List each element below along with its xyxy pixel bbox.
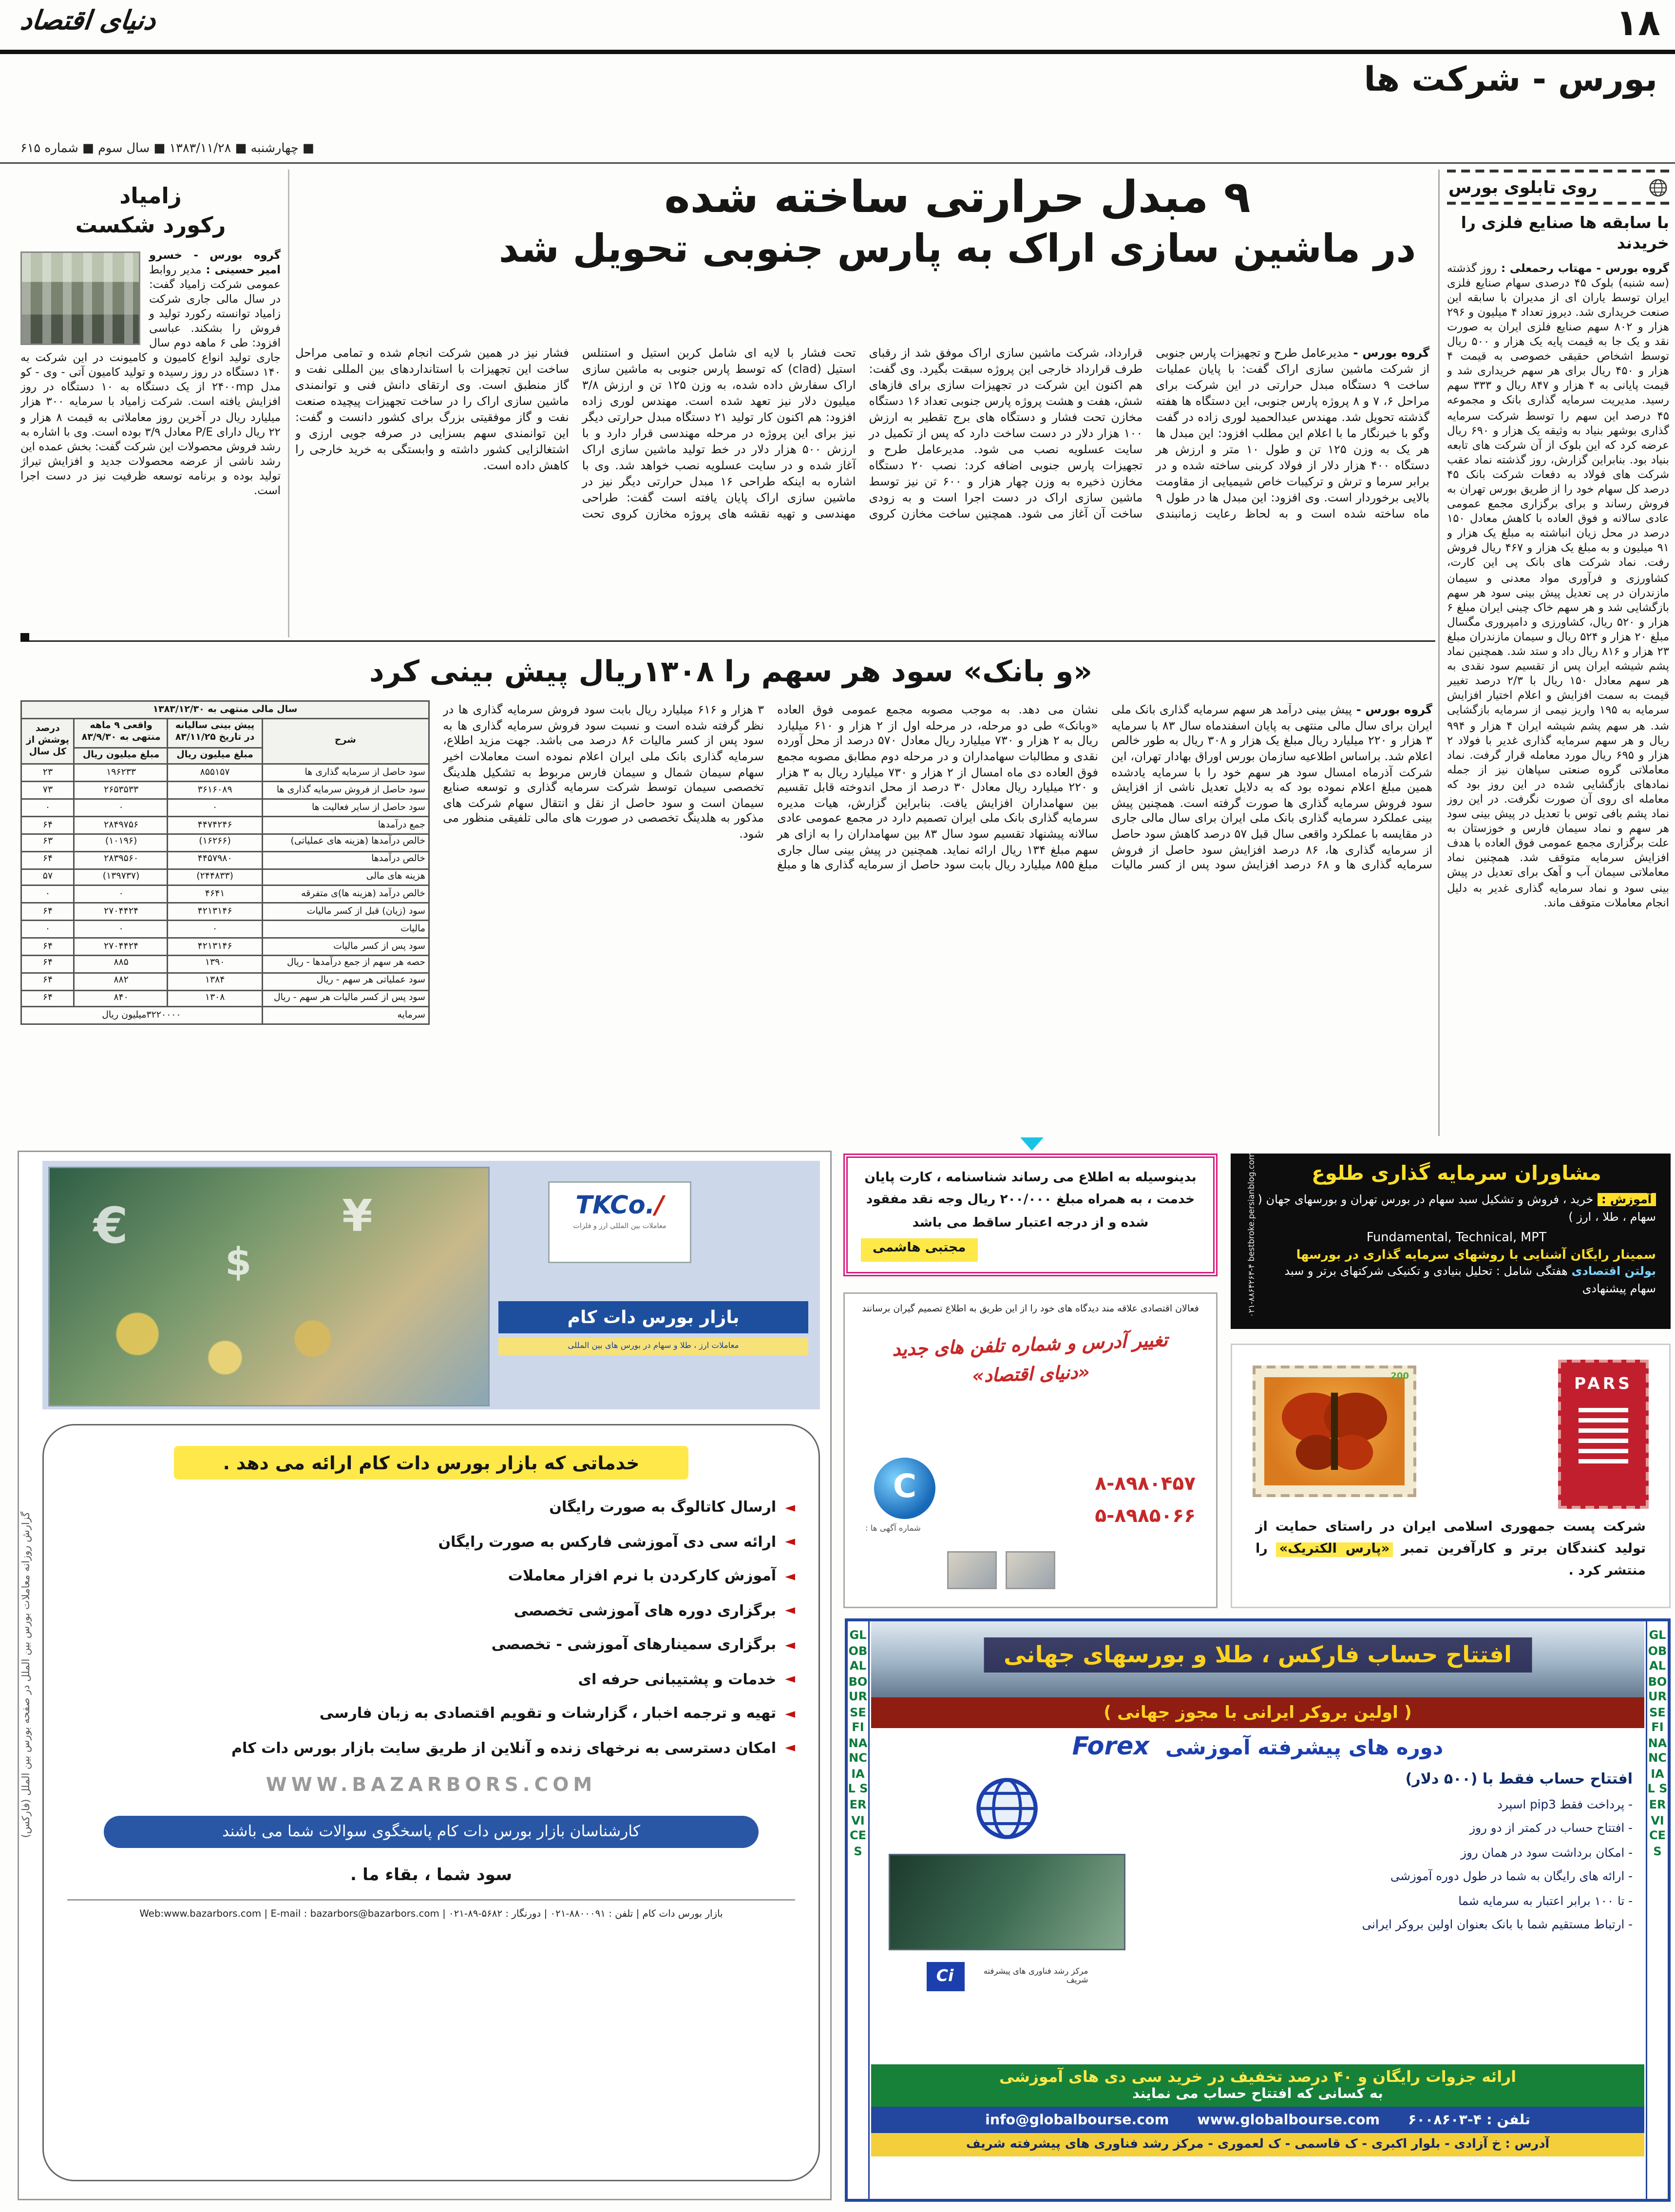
handwritten-text: تغییر آدرس و شماره تلفن های جدید «دنیای اقتصاد» bbox=[892, 1329, 1168, 1387]
bourse-board-column bbox=[1447, 170, 1669, 1136]
section-title: بورس - شرکت ها bbox=[1364, 61, 1657, 99]
global-items bbox=[1143, 1772, 1633, 2061]
list-item: - تا ۱۰۰ برابر اعتبار به سرمایه شما bbox=[1458, 1892, 1633, 1907]
list-item: - امکان برداشت سود در همان روز bbox=[1461, 1845, 1633, 1860]
cyan-triangle-icon bbox=[1020, 1137, 1044, 1151]
list-item: - افتتاح حساب در کمتر از دو روز bbox=[1469, 1821, 1633, 1836]
cell-pct: ۶۴ bbox=[21, 938, 75, 956]
forex-word: Forex bbox=[1072, 1732, 1150, 1762]
column-rule bbox=[1438, 170, 1440, 1136]
list-item: ◄ امکان دسترسی به نرخهای زنده و آنلاین از طریق سایت بازار بورس دات کام bbox=[231, 1740, 795, 1757]
unit-label: مبلغ میلیون ریال bbox=[74, 747, 168, 765]
arrow-bullet-icon: ◄ bbox=[785, 1673, 795, 1687]
global-bourse-ad bbox=[845, 1618, 1671, 2202]
small-photo bbox=[1006, 1551, 1055, 1589]
cell-forecast: ۰ bbox=[168, 799, 262, 817]
column-rule bbox=[288, 170, 289, 637]
arrow-bullet-icon: ◄ bbox=[785, 1535, 795, 1550]
cell-desc: سود پس از کسر مالیات bbox=[262, 938, 429, 956]
financial-table bbox=[20, 700, 430, 1025]
experts-bar: کارشناسان بازار بورس دات کام پاسخگوی سوالات شما می باشند bbox=[104, 1816, 759, 1848]
address-band: آدرس : خ آزادی - بلوار اکبری - ک قاسمی - ک لعموری - مرکز رشد فناوری های پیشرفته شریف bbox=[871, 2133, 1644, 2156]
cell-desc: مالیات bbox=[262, 921, 429, 938]
list-item: ◄ ارائه سی دی آموزشی فارکس به صورت رایگان bbox=[438, 1534, 795, 1551]
cell-desc: حصه هر سهم از جمع درآمدها - ریال bbox=[262, 955, 429, 973]
table-row bbox=[21, 886, 429, 904]
byline: گروه بورس - مهتاب رحمعلی : bbox=[1497, 261, 1669, 274]
notice-signature: مجتبی هاشمی bbox=[861, 1239, 977, 1261]
agency-caption: شماره آگهی ها : bbox=[865, 1525, 921, 1534]
tolou-title: مشاوران سرمایه گذاری طلوع bbox=[1312, 1162, 1601, 1186]
arrow-bullet-icon: ◄ bbox=[785, 1741, 795, 1756]
cell-desc: خالص درآمدها bbox=[262, 851, 429, 869]
tolou-phone-vertical: ۰۲۱-۸۸۶۴۲۶۳-۴ bestbroke.persianblog.com bbox=[1248, 1152, 1257, 1317]
ci-caption: مرکز رشد فناوری های پیشرفته شریف bbox=[983, 1968, 1088, 1985]
list-item: ◄ خدمات و پشتیبانی حرفه ای bbox=[578, 1672, 795, 1688]
list-item: ◄ ارسال کاتالوگ به صورت رایگان bbox=[549, 1500, 795, 1516]
cell-pct: ۷۳ bbox=[21, 782, 75, 799]
cell-forecast: ۸۵۵۱۵۷ bbox=[168, 765, 262, 782]
cell-desc: خالص درآمدها (هزینه های عملیاتی) bbox=[262, 834, 429, 851]
cell-actual: ۲۷۰۴۴۲۴ bbox=[74, 903, 168, 921]
list-item: ◄ تهیه و ترجمه اخبار ، گزارشات و تقویم اقتصادی به زبان فارسی bbox=[319, 1706, 795, 1722]
butterfly-image bbox=[1264, 1377, 1405, 1485]
pars-stamp bbox=[1558, 1360, 1649, 1509]
cell-desc: سود عملیاتی هر سهم - ریال bbox=[262, 973, 429, 990]
contact-band bbox=[871, 2107, 1644, 2133]
small-photo bbox=[947, 1551, 997, 1589]
cell-pct: ۶۳ bbox=[21, 834, 75, 851]
cell-pct: ۶۴ bbox=[21, 817, 75, 834]
cell-pct: ۰ bbox=[21, 886, 75, 904]
arrow-bullet-icon: ◄ bbox=[785, 1707, 795, 1722]
cell-forecast: ۴۴۵۷۹۸۰ bbox=[168, 851, 262, 869]
cell-desc: سود حاصل از سرمایه گذاری ها bbox=[262, 765, 429, 782]
col-header-actual: واقعی ۹ ماهه منتهی به ۸۳/۹/۳۰ bbox=[74, 718, 168, 747]
table-row bbox=[21, 851, 429, 869]
cell-desc: سود حاصل از فروش سرمایه گذاری ها bbox=[262, 782, 429, 799]
agency-logo: C bbox=[874, 1458, 935, 1519]
zamyad-headline bbox=[20, 181, 281, 241]
cell-actual: ۸۸۵ bbox=[74, 955, 168, 973]
cell-forecast: ۳۶۱۶۰۸۹ bbox=[168, 782, 262, 799]
money-photo: € $ ¥ bbox=[48, 1167, 490, 1406]
table-row bbox=[21, 955, 429, 973]
col-header-forecast: پیش بینی سالیانه در تاریخ ۸۳/۱۱/۲۵ bbox=[168, 718, 262, 747]
bourse-board-headline: با سابقه ها صنایع فلزی را خریدند bbox=[1461, 213, 1669, 253]
highlight-tag: آموزش : bbox=[1597, 1193, 1656, 1206]
bazarbors-url: WWW.BAZARBORS.COM bbox=[266, 1775, 597, 1797]
body-text: پیش بینی درآمد هر سهم سرمایه گذاری بانک ملی ایران برای سال مالی منتهی به پایان اسفندماه سال ۸۳ با سرمایه ۳ هزار و ۲۲۰ میلیارد ریال مبلغ یک هزار و ۳۰۸ ریال به طور خالص اعلام شد. براساس اطلاعیه سازمان بورس اوراق بهادار تهران، این شرکت آذرماه امسال سود هر سهم خود را با سرمایه یادشده همین مبلغ اعلام نموده بود که به دلایل تعدیل ناشی از افزایش سود فروش سرمایه گذاری ها صورت گرفته است. همچنین پیش بینی عملکرد سرمایه گذاری بانک ملی ایران برای سال مالی جاری در مقایسه با عملکرد واقعی سال قبل ۵۷ درصد کاهش سود حاصل از سرمایه گذاری ها، ۸۶ درصد افزایش سود حاصل از فروش سرمایه گذاری ها و ۶۸ درصد افزایش سود پس از کسر مالیات نشان می دهد. به موجب مصوبه مجمع عمومی فوق العاده «وبانک» طی دو مرحله، در مرحله اول از ۲ هزار و ۶۱۰ میلیارد ریال به ۲ هزار و ۷۳۰ میلیارد ریال معادل ۵۷۰ درصد از محل آورده نقدی و مطالبات سهامداران و در مرحله دوم مطابق مصوبه مجمع فوق العاده دی ماه امسال از ۲ هزار و ۷۳۰ میلیارد ریال به ۳ هزار و ۲۲۰ میلیارد ریال معادل ۳۰ درصد از محل اندوخته قابل تقسیم بین سهامداران افزایش یافت. بنابراین گزارش، هیات مدیره سرمایه گذاری بانک ملی ایران تصمیم دارد در مجمع عمومی عادی سالانه پیشنهاد تقسیم سود سال ۸۳ بین سهامداران را به ازای هر سهم مبلغ ۱۳۴ ریال ارائه نماید. همچنین در پیش بینی سال جاری مبلغ ۸۵۵ میلیارد ریال بابت سود حاصل از سرمایه گذاری ها و مبلغ ۳ هزار و ۶۱۶ میلیارد ریال بابت سود فروش سرمایه گذاری ها در نظر گرفته شده است و نسبت سود فروش سرمایه گذاری ها به سود پس از کسر مالیات ۸۶ درصد می باشد. جهت مزید اطلاع، سرمایه گذاری بانک ملی ایران اعلام نموده است معاملات اخیر سهام سیمان شمال و سیمان فارس مربوط به تشکیل هلدینگ تخصصی سیمان توسط شرکت سرمایه گذاری و توسعه صنایع سیمان است و سود حاصل از نقل و انتقال سهام شرکت های مذکور به هلدینگ تخصصی در صورت های مالی تلفیقی منظور می شود. bbox=[443, 703, 1432, 872]
bazarbors-slogan: سود شما ، بقاء ما . bbox=[350, 1864, 513, 1885]
services-title: خدماتی که بازار بورس دات کام ارائه می دهد . bbox=[174, 1446, 688, 1480]
address-change-ad bbox=[843, 1292, 1218, 1608]
cell-actual: ۱۹۶۲۳۳ bbox=[74, 765, 168, 782]
cell-actual: ۲۶۵۳۵۳۳ bbox=[74, 782, 168, 799]
cell-pct: ۶۴ bbox=[21, 973, 75, 990]
trucks-photo bbox=[20, 251, 140, 345]
list-item: - ارتباط مستقیم شما با بانک بعنوان اولین بروکر ایرانی bbox=[1362, 1917, 1633, 1932]
tk-logo-subtitle: معاملات بین المللی ارز و فلزات bbox=[573, 1224, 666, 1231]
cell-desc: هزینه های مالی bbox=[262, 868, 429, 886]
bulletin-tag: بولتن اقتصادی bbox=[1571, 1264, 1656, 1278]
bazarbors-vertical-caption: گزارش روزانه معاملات بورس بین الملل در صفحه بورس بین الملل (فارکس) bbox=[20, 1511, 32, 1838]
course-line: دوره های پیشرفته آموزشی Forex bbox=[871, 1728, 1644, 1766]
cell-forecast: (۲۴۴۸۳۳) bbox=[168, 868, 262, 886]
bazarbors-brand-strip: معاملات ارز ، طلا و سهام در بورس های بین المللی bbox=[498, 1338, 808, 1355]
section-separator bbox=[20, 640, 1435, 642]
website: www.globalbourse.com bbox=[1197, 2112, 1380, 2128]
train-photo bbox=[889, 1854, 1125, 1950]
body-text: مدیرعامل طرح و تجهیزات پارس جنوبی از شرکت ماشین سازی اراک گفت: با پایان عملیات ساخت ۹ دستگاه مبدل حرارتی در این شرکت برای مراحل ۶، ۷ و ۸ پروژه پارس جنوبی، این دستگاه ها هفته گذشته تحویل شد. مهندس عبدالحمید لوری زاده در گفت وگو با خبرنگار ما با اعلام این مطلب افزود: این مبدل ها هر یک به وزن ۱۲۵ تن و طول ۱۰ متر و ارزش هر دستگاه ۴۰۰ هزار دلار از فولاد کربنی ساخته شده و در برابر سرما و ترش و ترکیبات خاص شیمیایی از مقاومت بالایی برخوردار است. وی افزود: این مبدل ها در طول ۹ ماه ساخته شده است و به لحاظ رعایت زمانبندی قرارداد، شرکت ماشین سازی اراک موفق شد از رقبای طرف قرارداد خارجی این پروژه سبقت بگیرد. وی گفت: هم اکنون این شرکت در تجهیزات سازی برای فازهای شش، هفت و هشت پروژه پارس جنوبی تعداد ۱۶ دستگاه مخازن تحت فشار و دستگاه های برج تقطیر به ارزش ۱۰۰ هزار دلار در دست ساخت دارد که پس از تکمیل در سایت عسلویه نصب می شود. مدیرعامل طرح و تجهیزات پارس جنوبی اضافه کرد: نصب ۲۰ دستگاه مخازن ذخیره به وزن چهار هزار و ۶۰۰ تن نیز توسط ماشین سازی اراک در دست اجرا است و به زودی ساخت آن آغاز می شود. همچنین ساخت مخازن کروی تحت فشار با لایه ای شامل کربن استیل و استنلس استیل (clad) که توسط پارس جنوبی به ماشین سازی اراک سفارش داده شده، به وزن ۱۲۵ تن و ارزش ۳/۸ میلیون دلار نیز تعهد شده است. مهندس لوری زاده افزود: هم اکنون کار تولید ۲۱ دستگاه مبدل حرارتی دیگر نیز برای این پروژه در مرحله مهندسی قرار دارد و با ارزش ۵۰۰ هزار دلار در خط تولید ماشین سازی اراک آغاز شده و در سایت عسلویه نصب خواهد شد. وی با اشاره به اینکه طراحی ۱۶ مبدل حرارتی دیگر نیز در ماشین سازی اراک پایان یافته است گفت: طراحی مهندسی و تهیه نقشه های پروژه مخازن کروی تحت فشار نیز در همین شرکت انجام شده و تمامی مراحل ساخت این تجهیزات با استانداردهای بین المللی نفت و گاز منطبق است. وی ارتقای دانش فنی و توانمندی ماشین سازی اراک را در ساخت تجهیزات پیچیده صنعت نفت و گاز موفقیتی بزرگ برای کشور دانست و گفت: این توانمندی سهم بسزایی در صرفه جویی ارزی و اشتغالزایی کشور داشته و وابستگی به خرید خارجی را کاهش داده است. bbox=[295, 346, 1429, 521]
cell-actual: (۱۳۹۷۳۷) bbox=[74, 868, 168, 886]
cell-pct: ۶۴ bbox=[21, 990, 75, 1007]
cell-actual: ۸۸۲ bbox=[74, 973, 168, 990]
table-row bbox=[21, 990, 429, 1007]
list-item: - پرداخت فقط pip3 اسپرد bbox=[1497, 1797, 1633, 1811]
cell-desc: سود (زیان) قبل از کسر مالیات bbox=[262, 903, 429, 921]
highlighted-brand: «پارس الکتریک» bbox=[1276, 1542, 1393, 1557]
ci-logo: Ci bbox=[926, 1962, 964, 1991]
arrow-bullet-icon: ◄ bbox=[785, 1604, 795, 1618]
bazarbors-contact-line: بازار بورس دات کام | تلفن : ۸۸۰۰۰۹۱-۰۲۱ | دورنگار : ۵۶۸۲-۸۹-۰۲۱ | Web:www.bazarbors.com | E-mail : bazarbors@bazarbors.com bbox=[67, 1899, 795, 1920]
zamyad-headline-line1: زامیاد bbox=[119, 183, 182, 209]
page-number: ۱۸ bbox=[1616, 1, 1660, 44]
cell-desc: سود حاصل از سایر فعالیت ها bbox=[262, 799, 429, 817]
offer-band: ارائه جزوات رایگان و ۴۰ درصد تخفیف در خرید سی دی های آموزشی به کسانی که افتتاح حساب می نمایند bbox=[871, 2064, 1644, 2107]
list-item: ◄ برگزاری سمینارهای آموزشی - تخصصی bbox=[491, 1637, 795, 1654]
list-item: - ارائه های رایگان به شما در طول دوره آموزشی bbox=[1390, 1868, 1633, 1884]
cell-pct: ۶۴ bbox=[21, 955, 75, 973]
headline-line1: ۹ مبدل حرارتی ساخته شده bbox=[664, 173, 1251, 224]
separator-square bbox=[20, 633, 29, 642]
cell-forecast: ۴۴۷۴۲۴۶ bbox=[168, 817, 262, 834]
cell-actual: (۱۰۱۹۶) bbox=[74, 834, 168, 851]
cell-forecast: (۱۶۲۶۶) bbox=[168, 834, 262, 851]
zamyad-column bbox=[20, 181, 281, 635]
ad-top-text: فعالان اقتصادی علاقه مند دیدگاه های خود را از این طریق به اطلاع تصمیم گیران برسانند bbox=[862, 1304, 1199, 1314]
cell-pct: ۰ bbox=[21, 799, 75, 817]
table-row-capital bbox=[21, 1007, 429, 1025]
email: info@globalbourse.com bbox=[985, 2112, 1169, 2128]
cell-desc: خالص درآمد (هزینه ها)ی متفرقه bbox=[262, 886, 429, 904]
kicker-label: روی تابلوی بورس bbox=[1448, 177, 1598, 197]
tolou-english-line: Fundamental, Technical, MPT bbox=[1366, 1231, 1547, 1246]
main-article-body bbox=[295, 345, 1429, 635]
byline: گروه بورس - bbox=[1352, 703, 1432, 716]
dateline: ■ چهارشنبه ■ ۱۳۸۳/۱۱/۲۸ ■ سال سوم ■ شماره ۶۱۵ bbox=[20, 142, 314, 156]
account-line: افتتاح حساب فقط با (۵۰۰ دلار) bbox=[1405, 1772, 1633, 1788]
tolou-consultants-ad bbox=[1231, 1154, 1671, 1329]
cell-forecast: ۱۳۰۸ bbox=[168, 990, 262, 1007]
cell-pct: ۶۴ bbox=[21, 851, 75, 869]
city-photo-strip bbox=[871, 1621, 1644, 1697]
cell-actual: ۸۴۰ bbox=[74, 990, 168, 1007]
tolou-bulletin-line: بولتن اقتصادی هفتگی شامل : تحلیل بنیادی و تکنیکی شرکتهای برتر و سبد سهام پیشنهادی bbox=[1284, 1264, 1656, 1296]
capital-value: ۳۲۲۰۰۰۰میلیون ریال bbox=[21, 1007, 262, 1025]
stamp-pattern bbox=[1579, 1405, 1628, 1463]
cell-forecast: ۰ bbox=[168, 921, 262, 938]
main-headline bbox=[482, 173, 1432, 273]
table-row bbox=[21, 938, 429, 956]
arrow-bullet-icon: ◄ bbox=[785, 1569, 795, 1584]
tk-logo: TKCo./ bbox=[575, 1192, 664, 1221]
byline: گروه بورس - خسرو امیر حسینی : bbox=[149, 248, 281, 276]
bourse-board-body bbox=[1447, 261, 1669, 1092]
cell-desc: سود پس از کسر مالیات هر سهم - ریال bbox=[262, 990, 429, 1007]
vobank-article-body bbox=[443, 703, 1432, 1136]
cell-desc: جمع درآمدها bbox=[262, 817, 429, 834]
tolou-training-line: آموزش : خرید ، فروش و تشکیل سبد سهام در بورس تهران و بورسهای جهان ( سهام ، طلا ، ارز ) bbox=[1257, 1193, 1656, 1225]
table-row bbox=[21, 782, 429, 799]
post-stamps-ad bbox=[1231, 1344, 1671, 1608]
cell-pct: ۲۳ bbox=[21, 765, 75, 782]
phone-numbers: ۸-۸۹۸۰۴۵۷ ۵-۸۹۸۵۰۶۶ bbox=[1095, 1474, 1196, 1528]
phone: تلفن : ۴-۶۰۰۸۶۰۳ bbox=[1408, 2112, 1530, 2128]
col-header-desc: شرح bbox=[262, 718, 429, 765]
cell-actual: ۰ bbox=[74, 799, 168, 817]
bazarbors-ad bbox=[18, 1151, 832, 2200]
cell-forecast: ۴۲۱۳۱۴۶ bbox=[168, 938, 262, 956]
bazarbors-header-panel bbox=[42, 1161, 820, 1409]
zamyad-headline-line2: رکورد شکست bbox=[75, 212, 226, 239]
services-list bbox=[67, 1500, 795, 1757]
global-headline: افتتاح حساب فارکس ، طلا و بورسهای جهانی bbox=[983, 1637, 1532, 1673]
stamp-value: 200 bbox=[1390, 1371, 1409, 1382]
byline: گروه بورس - bbox=[1349, 346, 1429, 360]
cell-forecast: ۴۶۴۱ bbox=[168, 886, 262, 904]
header-rule-thin bbox=[0, 162, 1675, 164]
globe-logo-icon bbox=[973, 1775, 1041, 1842]
bourse-board-kicker bbox=[1447, 170, 1669, 205]
lost-document-notice bbox=[843, 1154, 1218, 1276]
table-row bbox=[21, 903, 429, 921]
table-row bbox=[21, 799, 429, 817]
pars-label: PARS bbox=[1574, 1374, 1633, 1393]
bazarbors-services-box bbox=[42, 1424, 820, 2181]
cell-pct: ۵۷ bbox=[21, 868, 75, 886]
table-row bbox=[21, 921, 429, 938]
cell-pct: ۰ bbox=[21, 921, 75, 938]
cell-actual: ۲۸۳۹۵۶۰ bbox=[74, 851, 168, 869]
table-row bbox=[21, 834, 429, 851]
cell-forecast: ۴۲۱۳۱۴۶ bbox=[168, 903, 262, 921]
vobank-headline: «و بانک» سود هر سهم را ۱۳۰۸ریال پیش بینی کرد bbox=[369, 654, 1093, 689]
list-item: ◄ برگزاری دوره های آموزشی تخصصی bbox=[514, 1603, 795, 1619]
list-item: ◄ آموزش کارکردن با نرم افزار معاملات bbox=[508, 1569, 795, 1585]
table-season-header: سال مالی منتهی به ۱۳۸۳/۱۲/۳۰ bbox=[21, 701, 429, 719]
tk-logo-box bbox=[548, 1181, 691, 1263]
body-text: روز گذشته (سه شنبه) بلوک ۴۵ درصدی سهام صنایع فلزی ایران توسط یاران ای از مدیران با سابقه این صنعت خریداری شد. دیروز تعداد ۴ میلیون و ۲۹۶ هزار و ۸۰۲ سهم صنایع فلزی ایران به صورت نقد و یک جا به قیمت پایه یک هزار و ۵۰۰ ریال توسط اشخاص حقیقی خصوصی به قیمت ۴ هزار و ۴۵۰ ریال برای هر سهم خریداری شد و قیمت پایانی به ۴ هزار و ۸۴۷ ریال و ۳۳۳ سهم رسید. مدیریت سرمایه گذاری بانک و مجموعه ۴۵ درصد این سهم را توسط شرکت سرمایه گذاری بوشهر بنیاد به وثیقه یک هزار و ۶۹۰ ریال عرضه کرد که این بلوک از آن شرکت های تابعه بنیاد بود. بنابراین گزارش، روز گذشته نماد عقب شرکت های فولاد به دفعات شرکت بانک ۴۵ درصد کل سهام خود را از طریق بورس تهران به فروش رساند و برای برگزاری مجمع عمومی عادی سالانه و فوق العاده با کاهش معادل ۱۵۰ درصد در محل زیان انباشته به مبلغ یک هزار و ۹۱ میلیون و به مبلغ یک هزار و ۴۶۷ ریال فروش رفت. نماد شرکت های بانک پی این کارت، کشاورزی و فرآوری مواد معدنی و سیمان مازندران در پی تعدیل پیش بینی سود هر سهم بازگشایی شد و هر سهم خاک چینی ایران مبلغ ۶ هزار و ۵۲۰ ریال، کشاورزی و دامپروری مگسال مبلغ ۲۰ هزار و ۵۲۴ ریال و سیمان مازندران مبلغ ۲۳ هزار و ۸۱۶ ریال داد و ستد شد. همچنین نماد پشم شیشه ایران پس از تقسیم سود نقدی به هر سهم معادل ۱۵۰ ریال با ۲/۳ درصد تغییر قیمت به سمت افزایش و اعلام اختیار افزایش سرمایه به ۱۹۵ واریز نیمی از سرمایه بازگشایی شد. هر سهم پشم شیشه ایران ۴ هزار و ۹۹۴ ریال و هر سهم سرمایه گذاری غدیر با فولاد ۲ هزار و ۶۹۵ ریال مورد معامله قرار گرفت. نماد معاملاتی گروه صنعتی سپاهان نیز از جمله نمادهای بازگشایی شده در این روز بود که معامله ای روی آن صورت نگرفت. در این روز نماد پشم بافی توس با تعدیل در پیش بینی سود هر سهم و نماد سیمان فارس و خوزستان به علت برگزاری مجمع عمومی فوق العاده با هدف افزایش سرمایه متوقف شد. همچنین نماد معاملاتی سیمان آب و آهک برای تعدیل در پیش بینی سود و نماد سرمایه گذاری غدیر به دلیل انجام معاملات متوقف ماند. bbox=[1447, 261, 1669, 909]
bazarbors-brand-bar: بازار بورس دات کام bbox=[498, 1301, 808, 1333]
col-header-pct: درصد پوشش از کل سال bbox=[21, 718, 75, 765]
table-row bbox=[21, 817, 429, 834]
unit-label: مبلغ میلیون ریال bbox=[168, 747, 262, 765]
table-row bbox=[21, 765, 429, 782]
notice-text: بدینوسیله به اطلاع می رساند شناسنامه ، کارت پایان خدمت ، به همراه مبلغ ۲۰۰/۰۰۰ ریال وجه نقد مفقود شده و از درجه اعتبار ساقط می باشد bbox=[864, 1171, 1197, 1231]
cell-actual: ۰ bbox=[74, 886, 168, 904]
global-subheadline: ( اولین بروکر ایرانی با مجوز جهانی ) bbox=[871, 1697, 1644, 1728]
globe-icon bbox=[1649, 178, 1668, 197]
header-rule bbox=[0, 50, 1675, 54]
cell-forecast: ۱۳۹۰ bbox=[168, 955, 262, 973]
cell-pct: ۶۴ bbox=[21, 903, 75, 921]
cell-actual: ۲۸۴۹۷۵۶ bbox=[74, 817, 168, 834]
newspaper-logo: دنیای اقتصاد bbox=[19, 6, 157, 37]
cell-forecast: ۱۳۸۴ bbox=[168, 973, 262, 990]
table-row bbox=[21, 973, 429, 990]
butterfly-stamp bbox=[1253, 1366, 1416, 1497]
cell-actual: ۰ bbox=[74, 921, 168, 938]
headline-line2: در ماشین سازی اراک به پارس جنوبی تحویل شد bbox=[498, 227, 1416, 272]
capital-label: سرمایه bbox=[262, 1007, 429, 1025]
body-text: مدیر روابط عمومی شرکت زامیاد گفت: در سال مالی جاری شرکت زامیاد توانسته رکورد تولید و فروش را بشکند. عباسی افزود: طی ۶ ماهه دوم سال جاری تولید انواع کامیون و کامیونت در این شرکت به ۱۴۰ دستگاه در روز رسیده و تولید کامیون آتی - وی - کو مدل ۲۴۰۰mp از یک دستگاه به ۱۰ دستگاه در روز افزایش یافته است. شرکت زامیاد با سرمایه ۳۰۰ هزار میلیارد ریال در آخرین روز معاملاتی به قیمت ۸ هزار و ۲۲ ریال دارای P/E معادل ۳/۹ بوده است. وی با اشاره به رشد فروش محصولات این شرکت گفت: بخش عمده این رشد ناشی از عرضه محصولات جدید و افزایش تیراژ تولید بوده و برنامه توسعه ظرفیت نیز در دست اجرا است. bbox=[20, 262, 281, 497]
cell-actual: ۲۷۰۴۴۲۴ bbox=[74, 938, 168, 956]
tolou-seminar-line: سمینار رایگان آشنایی با روشهای سرمایه گذاری در بورسها bbox=[1296, 1248, 1656, 1263]
table-row bbox=[21, 868, 429, 886]
arrow-bullet-icon: ◄ bbox=[785, 1638, 795, 1653]
arrow-bullet-icon: ◄ bbox=[785, 1500, 795, 1516]
stamps-caption: شرکت پست جمهوری اسلامی ایران در راستای حمایت از تولید کنندگان برتر و کارآفرین تمبر «پارس الکتریک» را منتشر کرد . bbox=[1256, 1520, 1646, 1579]
global-bourse-vertical-text: GLOBAL BOURSE FINANCIAL SERVICES bbox=[848, 1621, 870, 2199]
global-bourse-vertical-text: GLOBAL BOURSE FINANCIAL SERVICES bbox=[1646, 1621, 1668, 2199]
